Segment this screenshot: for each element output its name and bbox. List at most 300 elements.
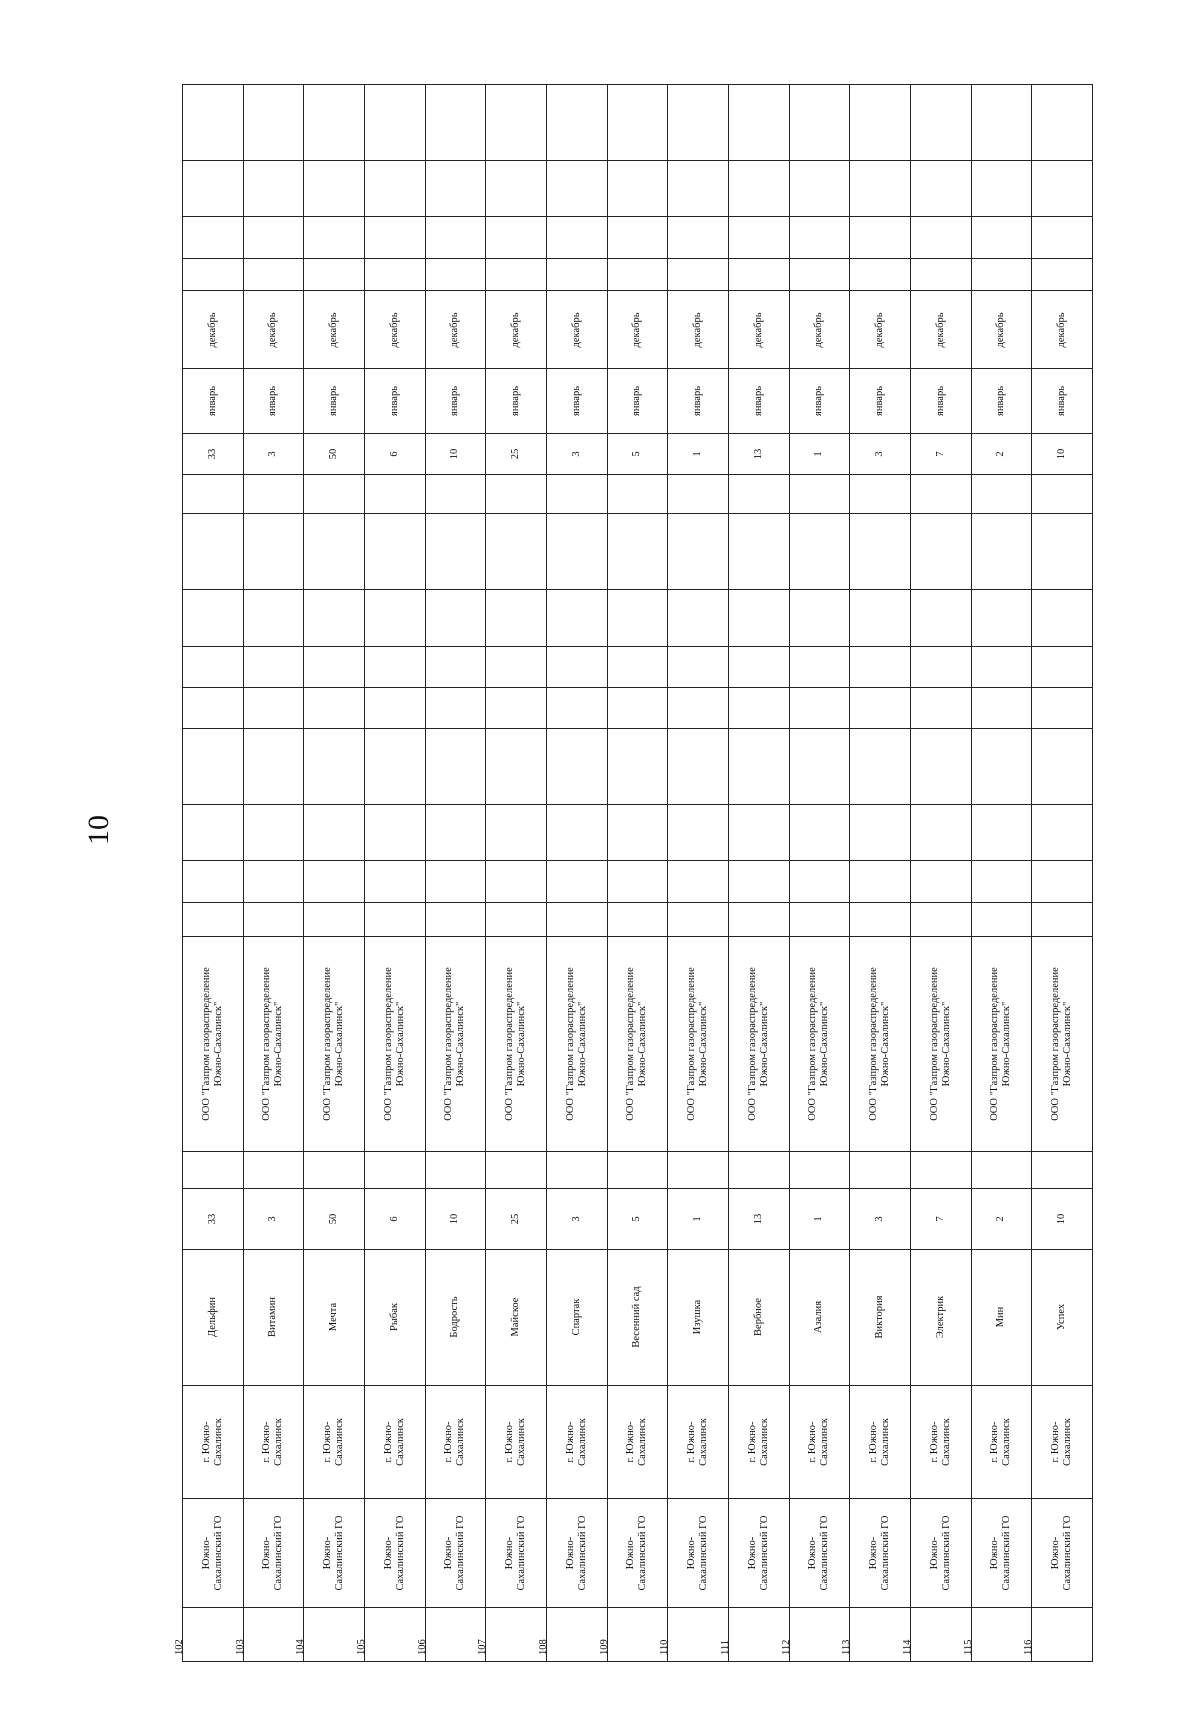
cell-empty (728, 729, 789, 805)
cell-empty (728, 160, 789, 216)
cell-empty (364, 258, 425, 291)
cell-district (183, 1499, 244, 1607)
count-text: 13 (752, 1213, 764, 1225)
to-text: декабрь (1056, 312, 1068, 348)
cell-qty (1032, 434, 1093, 475)
district-text: Южно-Сахалинский ГО (686, 1515, 710, 1591)
cell-qty (607, 434, 668, 475)
cell-empty (364, 646, 425, 687)
cell-to (183, 291, 244, 369)
table-row (183, 590, 1093, 646)
cell-empty (243, 687, 304, 728)
cell-empty (850, 729, 911, 805)
cell-count (546, 1188, 607, 1249)
name-text: Витамин (267, 1297, 279, 1338)
cell-empty (1032, 514, 1093, 590)
cell-empty (304, 258, 365, 291)
cell-operator (728, 937, 789, 1152)
cell-empty (546, 514, 607, 590)
name-text: Успех (1056, 1304, 1068, 1331)
cell-empty (910, 514, 971, 590)
cell-empty (910, 861, 971, 902)
cell-locality (910, 1386, 971, 1499)
cell-empty (486, 590, 547, 646)
cell-operator (425, 937, 486, 1152)
cell-empty (789, 729, 850, 805)
to-text: декабрь (874, 312, 886, 348)
cell-empty (425, 85, 486, 161)
cell-from (668, 369, 729, 434)
cell-district (971, 1499, 1032, 1607)
count-text: 7 (934, 1216, 946, 1222)
cell-empty (425, 1152, 486, 1189)
cell-empty (971, 85, 1032, 161)
cell-empty (910, 646, 971, 687)
no-text: 111 (719, 1640, 731, 1655)
cell-empty (183, 217, 244, 258)
cell-name (546, 1249, 607, 1386)
cell-empty (850, 217, 911, 258)
count-text: 1 (813, 1216, 825, 1222)
cell-operator (668, 937, 729, 1152)
cell-empty (546, 217, 607, 258)
cell-count (850, 1188, 911, 1249)
from-text: январь (631, 386, 643, 417)
cell-empty (728, 514, 789, 590)
cell-empty (971, 729, 1032, 805)
cell-empty (425, 514, 486, 590)
cell-empty (850, 590, 911, 646)
cell-empty (668, 646, 729, 687)
cell-empty (243, 729, 304, 805)
district-text: Южно-Сахалинский ГО (382, 1515, 406, 1591)
qty-text: 25 (510, 449, 522, 460)
table-row (183, 434, 1093, 475)
cell-empty (1032, 217, 1093, 258)
qty-text: 33 (206, 449, 218, 460)
locality-text: г. Южно-Сахалинск (382, 1418, 406, 1467)
cell-count (728, 1188, 789, 1249)
cell-empty (607, 590, 668, 646)
cell-empty (850, 85, 911, 161)
no-text: 110 (659, 1639, 671, 1655)
cell-qty (850, 434, 911, 475)
cell-empty (546, 475, 607, 514)
cell-district (546, 1499, 607, 1607)
cell-count (668, 1188, 729, 1249)
cell-empty (243, 160, 304, 216)
locality-text: г. Южно-Сахалинск (564, 1418, 588, 1467)
cell-operator (850, 937, 911, 1152)
cell-qty (546, 434, 607, 475)
cell-empty (364, 1152, 425, 1189)
cell-locality (243, 1386, 304, 1499)
table-row (183, 937, 1093, 1152)
cell-empty (486, 160, 547, 216)
cell-empty (546, 85, 607, 161)
cell-empty (971, 217, 1032, 258)
district-text: Южно-Сахалинский ГО (989, 1515, 1013, 1591)
cell-empty (668, 514, 729, 590)
cell-empty (971, 1152, 1032, 1189)
cell-empty (183, 687, 244, 728)
cell-empty (546, 160, 607, 216)
cell-from (850, 369, 911, 434)
cell-empty (243, 475, 304, 514)
page-number: 10 (82, 815, 115, 845)
cell-empty (243, 861, 304, 902)
district-text: Южно-Сахалинский ГО (504, 1515, 528, 1591)
cell-empty (183, 646, 244, 687)
to-text: декабрь (510, 312, 522, 348)
cell-empty (971, 590, 1032, 646)
cell-operator (486, 937, 547, 1152)
cell-empty (1032, 1152, 1093, 1189)
cell-empty (486, 475, 547, 514)
cell-empty (183, 861, 244, 902)
count-text: 3 (570, 1216, 582, 1222)
operator-text: ООО "Газпром газораспределение Южно-Сахалинск" (504, 967, 528, 1121)
cell-empty (728, 902, 789, 937)
operator-text: ООО "Газпром газораспределение Южно-Сахалинск" (200, 967, 224, 1121)
cell-empty (243, 590, 304, 646)
locality-text: г. Южно-Сахалинск (989, 1418, 1013, 1467)
cell-empty (607, 85, 668, 161)
cell-name (243, 1249, 304, 1386)
cell-empty (668, 85, 729, 161)
cell-to (243, 291, 304, 369)
cell-empty (486, 514, 547, 590)
name-text: Мин (995, 1307, 1007, 1328)
cell-empty (1032, 258, 1093, 291)
operator-text: ООО "Газпром газораспределение Южно-Сахалинск" (564, 967, 588, 1121)
cell-empty (243, 258, 304, 291)
cell-empty (304, 85, 365, 161)
count-text: 3 (874, 1216, 886, 1222)
cell-empty (850, 805, 911, 861)
cell-empty (304, 475, 365, 514)
cell-name (486, 1249, 547, 1386)
count-text: 10 (449, 1213, 461, 1225)
cell-count (910, 1188, 971, 1249)
name-text: Бодрость (449, 1296, 461, 1339)
cell-district (364, 1499, 425, 1607)
locality-text: г. Южно-Сахалинск (322, 1418, 346, 1467)
cell-empty (789, 258, 850, 291)
cell-district (486, 1499, 547, 1607)
cell-empty (789, 687, 850, 728)
to-text: декабрь (570, 312, 582, 348)
cell-from (183, 369, 244, 434)
cell-empty (728, 85, 789, 161)
cell-empty (364, 861, 425, 902)
name-text: Весенний сад (631, 1286, 643, 1349)
cell-empty (1032, 805, 1093, 861)
no-text: 108 (537, 1639, 549, 1655)
cell-empty (425, 805, 486, 861)
cell-operator (1032, 937, 1093, 1152)
to-text: декабрь (449, 312, 461, 348)
cell-empty (910, 902, 971, 937)
locality-text: г. Южно-Сахалинск (625, 1418, 649, 1467)
cell-empty (789, 646, 850, 687)
from-text: январь (328, 386, 340, 417)
cell-locality (668, 1386, 729, 1499)
cell-empty (910, 217, 971, 258)
cell-empty (243, 217, 304, 258)
cell-locality (607, 1386, 668, 1499)
cell-name (971, 1249, 1032, 1386)
cell-empty (425, 646, 486, 687)
cell-operator (789, 937, 850, 1152)
cell-empty (971, 646, 1032, 687)
table-row (183, 1607, 1093, 1661)
district-text: Южно-Сахалинский ГО (322, 1515, 346, 1591)
cell-name (910, 1249, 971, 1386)
cell-count (304, 1188, 365, 1249)
cell-empty (668, 475, 729, 514)
cell-empty (1032, 160, 1093, 216)
cell-no (901, 1607, 971, 1661)
to-text: декабрь (631, 312, 643, 348)
cell-count (486, 1188, 547, 1249)
cell-empty (1032, 590, 1093, 646)
cell-count (243, 1188, 304, 1249)
cell-empty (789, 590, 850, 646)
cell-empty (486, 646, 547, 687)
cell-empty (183, 805, 244, 861)
cell-empty (243, 902, 304, 937)
count-text: 33 (206, 1213, 218, 1225)
cell-empty (425, 861, 486, 902)
cell-name (668, 1249, 729, 1386)
table-row (183, 1499, 1093, 1607)
no-text: 106 (416, 1639, 428, 1655)
cell-operator (546, 937, 607, 1152)
cell-to (364, 291, 425, 369)
cell-empty (850, 1152, 911, 1189)
name-text: Вербное (752, 1298, 764, 1337)
to-text: декабрь (206, 312, 218, 348)
cell-to (425, 291, 486, 369)
cell-qty (183, 434, 244, 475)
cell-empty (1032, 902, 1093, 937)
cell-empty (607, 1152, 668, 1189)
cell-empty (304, 217, 365, 258)
cell-operator (304, 937, 365, 1152)
cell-to (850, 291, 911, 369)
cell-empty (728, 1152, 789, 1189)
from-text: январь (874, 386, 886, 417)
cell-empty (850, 646, 911, 687)
table-row (183, 291, 1093, 369)
no-text: 107 (477, 1639, 489, 1655)
name-text: Виктория (874, 1295, 886, 1339)
cell-count (1032, 1188, 1093, 1249)
cell-empty (425, 258, 486, 291)
cell-empty (425, 729, 486, 805)
cell-empty (789, 902, 850, 937)
cell-to (668, 291, 729, 369)
cell-locality (728, 1386, 789, 1499)
cell-to (971, 291, 1032, 369)
district-text: Южно-Сахалинский ГО (807, 1515, 831, 1591)
qty-text: 1 (692, 451, 704, 457)
from-text: январь (1056, 386, 1068, 417)
cell-empty (425, 687, 486, 728)
cell-from (546, 369, 607, 434)
to-text: декабрь (267, 312, 279, 348)
name-text: Изушка (692, 1300, 704, 1335)
cell-to (789, 291, 850, 369)
cell-name (607, 1249, 668, 1386)
cell-empty (668, 861, 729, 902)
cell-empty (183, 160, 244, 216)
cell-qty (910, 434, 971, 475)
cell-empty (668, 258, 729, 291)
cell-empty (971, 258, 1032, 291)
to-text: декабрь (328, 312, 340, 348)
name-text: Электрик (934, 1296, 946, 1339)
locality-text: г. Южно-Сахалинск (807, 1418, 831, 1467)
cell-empty (364, 687, 425, 728)
cell-empty (183, 729, 244, 805)
cell-empty (243, 646, 304, 687)
name-text: Дельфин (206, 1297, 218, 1338)
cell-district (607, 1499, 668, 1607)
cell-empty (607, 861, 668, 902)
cell-name (183, 1249, 244, 1386)
to-text: декабрь (752, 312, 764, 348)
cell-name (304, 1249, 365, 1386)
cell-locality (789, 1386, 850, 1499)
cell-empty (1032, 85, 1093, 161)
cell-locality (304, 1386, 365, 1499)
cell-from (304, 369, 365, 434)
cell-count (425, 1188, 486, 1249)
qty-text: 10 (1056, 449, 1068, 460)
cell-empty (304, 590, 365, 646)
district-text: Южно-Сахалинский ГО (443, 1515, 467, 1591)
cell-empty (1032, 646, 1093, 687)
cell-empty (728, 258, 789, 291)
cell-qty (364, 434, 425, 475)
count-text: 10 (1056, 1213, 1068, 1225)
no-text: 102 (174, 1639, 185, 1655)
qty-text: 5 (631, 451, 643, 457)
cell-empty (910, 1152, 971, 1189)
cell-empty (728, 217, 789, 258)
from-text: январь (934, 386, 946, 417)
cell-empty (971, 475, 1032, 514)
count-text: 1 (692, 1216, 704, 1222)
locality-text: г. Южно-Сахалинск (868, 1418, 892, 1467)
cell-locality (425, 1386, 486, 1499)
cell-district (425, 1499, 486, 1607)
cell-empty (789, 514, 850, 590)
cell-empty (304, 902, 365, 937)
data-table (174, 84, 1093, 1662)
cell-qty (728, 434, 789, 475)
cell-empty (546, 687, 607, 728)
table-row (183, 902, 1093, 937)
cell-empty (546, 258, 607, 291)
count-text: 6 (388, 1216, 400, 1222)
table-row (183, 1386, 1093, 1499)
cell-empty (243, 1152, 304, 1189)
cell-empty (850, 687, 911, 728)
cell-empty (1032, 861, 1093, 902)
cell-locality (546, 1386, 607, 1499)
cell-empty (364, 475, 425, 514)
cell-qty (668, 434, 729, 475)
district-text: Южно-Сахалинский ГО (261, 1515, 285, 1591)
from-text: январь (995, 386, 1007, 417)
name-text: Рыбак (388, 1303, 400, 1332)
cell-empty (789, 217, 850, 258)
cell-qty (789, 434, 850, 475)
qty-text: 1 (813, 451, 825, 457)
cell-empty (789, 805, 850, 861)
cell-empty (183, 85, 244, 161)
operator-text: ООО "Газпром газораспределение Южно-Сахалинск" (868, 967, 892, 1121)
cell-empty (910, 590, 971, 646)
cell-empty (850, 160, 911, 216)
cell-from (789, 369, 850, 434)
cell-empty (850, 475, 911, 514)
cell-district (850, 1499, 911, 1607)
cell-district (728, 1499, 789, 1607)
qty-text: 7 (934, 451, 946, 457)
name-text: Азалия (813, 1301, 825, 1334)
table-row (183, 729, 1093, 805)
cell-empty (607, 514, 668, 590)
cell-count (607, 1188, 668, 1249)
cell-from (364, 369, 425, 434)
operator-text: ООО "Газпром газораспределение Южно-Сахалинск" (989, 967, 1013, 1121)
count-text: 25 (510, 1213, 522, 1225)
cell-empty (546, 729, 607, 805)
cell-empty (183, 258, 244, 291)
table-row (183, 514, 1093, 590)
operator-text: ООО "Газпром газораспределение Южно-Сахалинск" (686, 967, 710, 1121)
cell-to (304, 291, 365, 369)
cell-empty (486, 258, 547, 291)
cell-empty (668, 729, 729, 805)
cell-empty (364, 85, 425, 161)
district-text: Южно-Сахалинский ГО (564, 1515, 588, 1591)
cell-empty (668, 1152, 729, 1189)
cell-no (537, 1607, 607, 1661)
cell-empty (789, 475, 850, 514)
no-text: 105 (355, 1639, 367, 1655)
cell-name (789, 1249, 850, 1386)
cell-locality (971, 1386, 1032, 1499)
cell-empty (364, 902, 425, 937)
cell-empty (546, 805, 607, 861)
cell-to (546, 291, 607, 369)
cell-empty (607, 160, 668, 216)
cell-empty (971, 514, 1032, 590)
cell-empty (425, 590, 486, 646)
cell-empty (546, 861, 607, 902)
cell-empty (304, 805, 365, 861)
cell-operator (607, 937, 668, 1152)
cell-empty (304, 514, 365, 590)
table-row (183, 646, 1093, 687)
table-row (183, 805, 1093, 861)
table-row (183, 258, 1093, 291)
